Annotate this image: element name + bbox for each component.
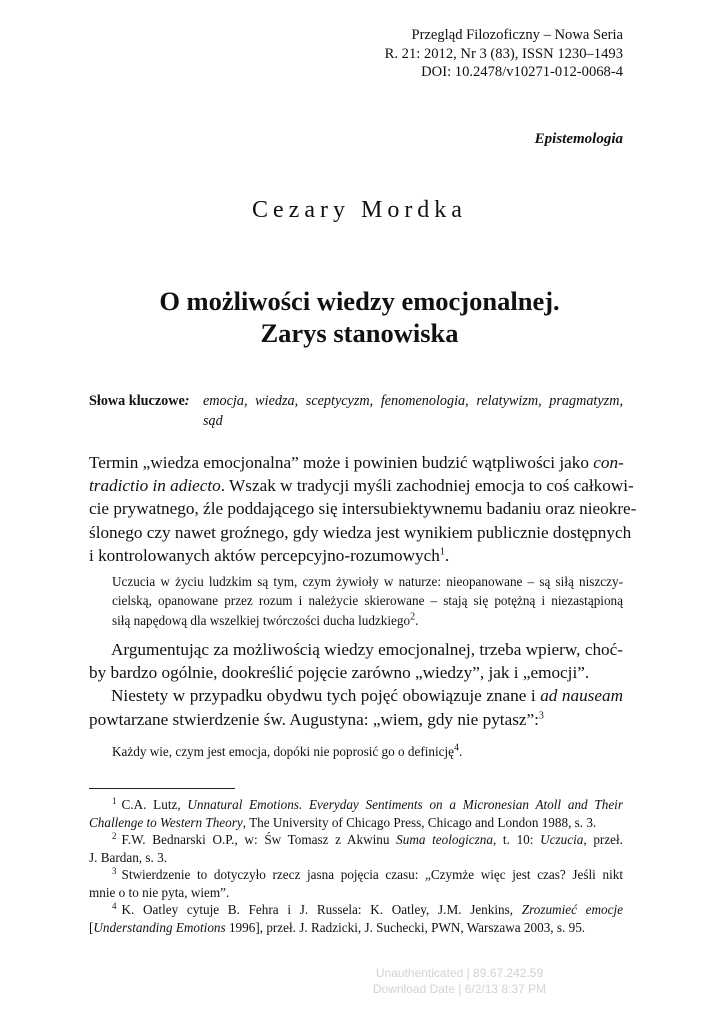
text-run: . [415, 612, 419, 628]
footnote-ref[interactable]: 3 [538, 709, 544, 721]
quote-line [112, 742, 623, 761]
paragraph-line [89, 451, 623, 474]
text-run: powtarzane stwierdzenie św. Augustyna: „wiem, gdy nie pytasz”: [89, 709, 539, 729]
text-run: . Wszak w tradycji myśli zachodniej emocja to coś całkowi- [220, 476, 634, 496]
footnote-4 [89, 901, 623, 937]
text-run-italic: Understanding Emotions [93, 919, 226, 935]
quote-line [112, 611, 623, 630]
paragraph-line: cie prywatnego, źle poddającego się intersubiektywnemu badaniu oraz nieokre- [89, 499, 637, 519]
text-run: , przeł. [583, 832, 623, 847]
section-label: Epistemologia [534, 131, 623, 147]
text-run: . [444, 545, 450, 565]
quote-line: cielską, opanowane przez rozum i należycie skierowane – stają się potężną i niezastąpioną [112, 593, 623, 609]
text-run-italic: Suma teologiczna [396, 832, 493, 847]
footnote-2 [89, 831, 623, 867]
paragraph-line [89, 544, 623, 567]
text-run: [ [89, 919, 94, 935]
text-run: Każdy wie, czym jest emocja, dopóki nie poprosić go o definicję [112, 744, 455, 759]
paragraph-2 [89, 638, 623, 731]
footnote-number: 4 [112, 900, 117, 911]
keywords-text: emocja, wiedza, sceptycyzm, fenomenologia, relatywizm, pragmatyzm, sąd [203, 393, 623, 429]
paragraph-line: Argumentując za możliwością wiedzy emocjonalnej, trzeba wpierw, choć- [111, 640, 623, 659]
text-run-italic: tradictio in adiecto [89, 476, 221, 496]
text-run: , t. 10: [492, 832, 541, 847]
footnote-number: 2 [112, 830, 117, 841]
journal-name: Przegląd Filozoficzny – Nowa Seria [411, 27, 623, 43]
article-title [0, 285, 719, 349]
text-run-italic: Unnatural Emotions. Everyday Sentiments on a Micronesian Atoll and Their [187, 797, 623, 812]
text-run: . [459, 744, 463, 759]
footnote-line [89, 831, 623, 849]
footnote-line [89, 866, 623, 884]
paragraph-line [89, 684, 623, 707]
block-quote-1 [112, 572, 623, 630]
download-watermark [0, 965, 719, 997]
footnote-number: 3 [112, 865, 117, 876]
text-run: Stwierdzenie to dotyczyło rzecz jasna pojęcia czasu: „Czymże więc jest czas? Jeśli nikt [121, 867, 623, 882]
footnote-separator [89, 788, 235, 789]
footnote-ref[interactable]: 2 [410, 611, 416, 623]
footnote-number: 1 [112, 795, 117, 806]
watermark-ip: Unauthenticated | 89.67.242.59 [375, 966, 544, 980]
watermark-date: Download Date | 6/2/13 8:37 PM [372, 982, 547, 996]
keywords-colon: : [184, 393, 190, 409]
journal-doi: DOI: 10.2478/v10271-012-0068-4 [421, 64, 623, 80]
paragraph-line: by bardzo ogólnie, dookreślić pojęcie zarówno „wiedzy”, jak i „emocji”. [89, 663, 590, 683]
block-quote-2 [112, 742, 623, 761]
text-run-italic: Zrozumieć emocje [521, 902, 623, 917]
paragraph-line [89, 708, 623, 731]
footnote-line [89, 796, 623, 814]
footnote-ref[interactable]: 1 [439, 546, 445, 558]
keywords-label-text: Słowa kluczowe [89, 393, 185, 409]
text-run: , The University of Chicago Press, Chicago and London 1988, s. 3. [242, 814, 597, 830]
footnote-line [89, 814, 623, 832]
footnote-line [89, 919, 623, 937]
text-run: C.A. Lutz, [121, 797, 188, 812]
text-run: Niestety w przypadku obydwu tych pojęć obowiązuje znane i [111, 686, 541, 706]
text-run-italic: ad nauseam [540, 686, 623, 706]
footnote-ref[interactable]: 4 [454, 742, 460, 754]
text-run-italic: con- [593, 453, 624, 472]
title-line-1: O możliwości wiedzy emocjonalnej. [159, 286, 560, 316]
text-run-italic: Challenge to Western Theory [89, 814, 243, 830]
journal-issue: R. 21: 2012, Nr 3 (83), ISSN 1230–1493 [384, 45, 623, 62]
text-run: K. Oatley cytuje B. Fehra i J. Russela: K. Oatley, J.M. Jenkins, [121, 902, 522, 917]
paragraph-line [89, 474, 634, 497]
quote-line: Uczucia w życiu ludzkim są tym, czym żywioły w naturze: nieopanowane – są siłą niszczy- [112, 574, 623, 589]
keywords-label [89, 391, 190, 411]
paragraph-line: ślonego czy nawet groźnego, gdy wiedza jest wynikiem publicznie dostępnych [89, 522, 632, 542]
text-run-italic: Uczucia [540, 832, 584, 847]
footnote-line: J. Bardan, s. 3. [89, 849, 168, 865]
author-name: Cezary Mordka [252, 197, 467, 223]
text-run: F.W. Bednarski O.P., w: Św Tomasz z Akwinu [121, 832, 397, 847]
footnote-3 [89, 866, 623, 902]
footnote-line [89, 901, 623, 919]
paragraph-1 [89, 451, 637, 567]
journal-header [385, 26, 623, 82]
text-run: Termin „wiedza emocjonalna” może i powinien budzić wątpliwości jako [89, 453, 594, 472]
text-run: i kontrolowanych aktów percepcyjno-rozumowych [89, 545, 440, 565]
footnote-1 [89, 796, 623, 832]
text-run: siłą napędową dla wszelkiej twórczości ducha ludzkiego [112, 612, 411, 628]
footnote-line: mnie o to nie pyta, wiem”. [89, 884, 230, 900]
text-run: 1996], przeł. J. Radzicki, J. Suchecki, PWN, Warszawa 2003, s. 95. [225, 919, 586, 935]
title-line-2: Zarys stanowiska [260, 318, 459, 348]
